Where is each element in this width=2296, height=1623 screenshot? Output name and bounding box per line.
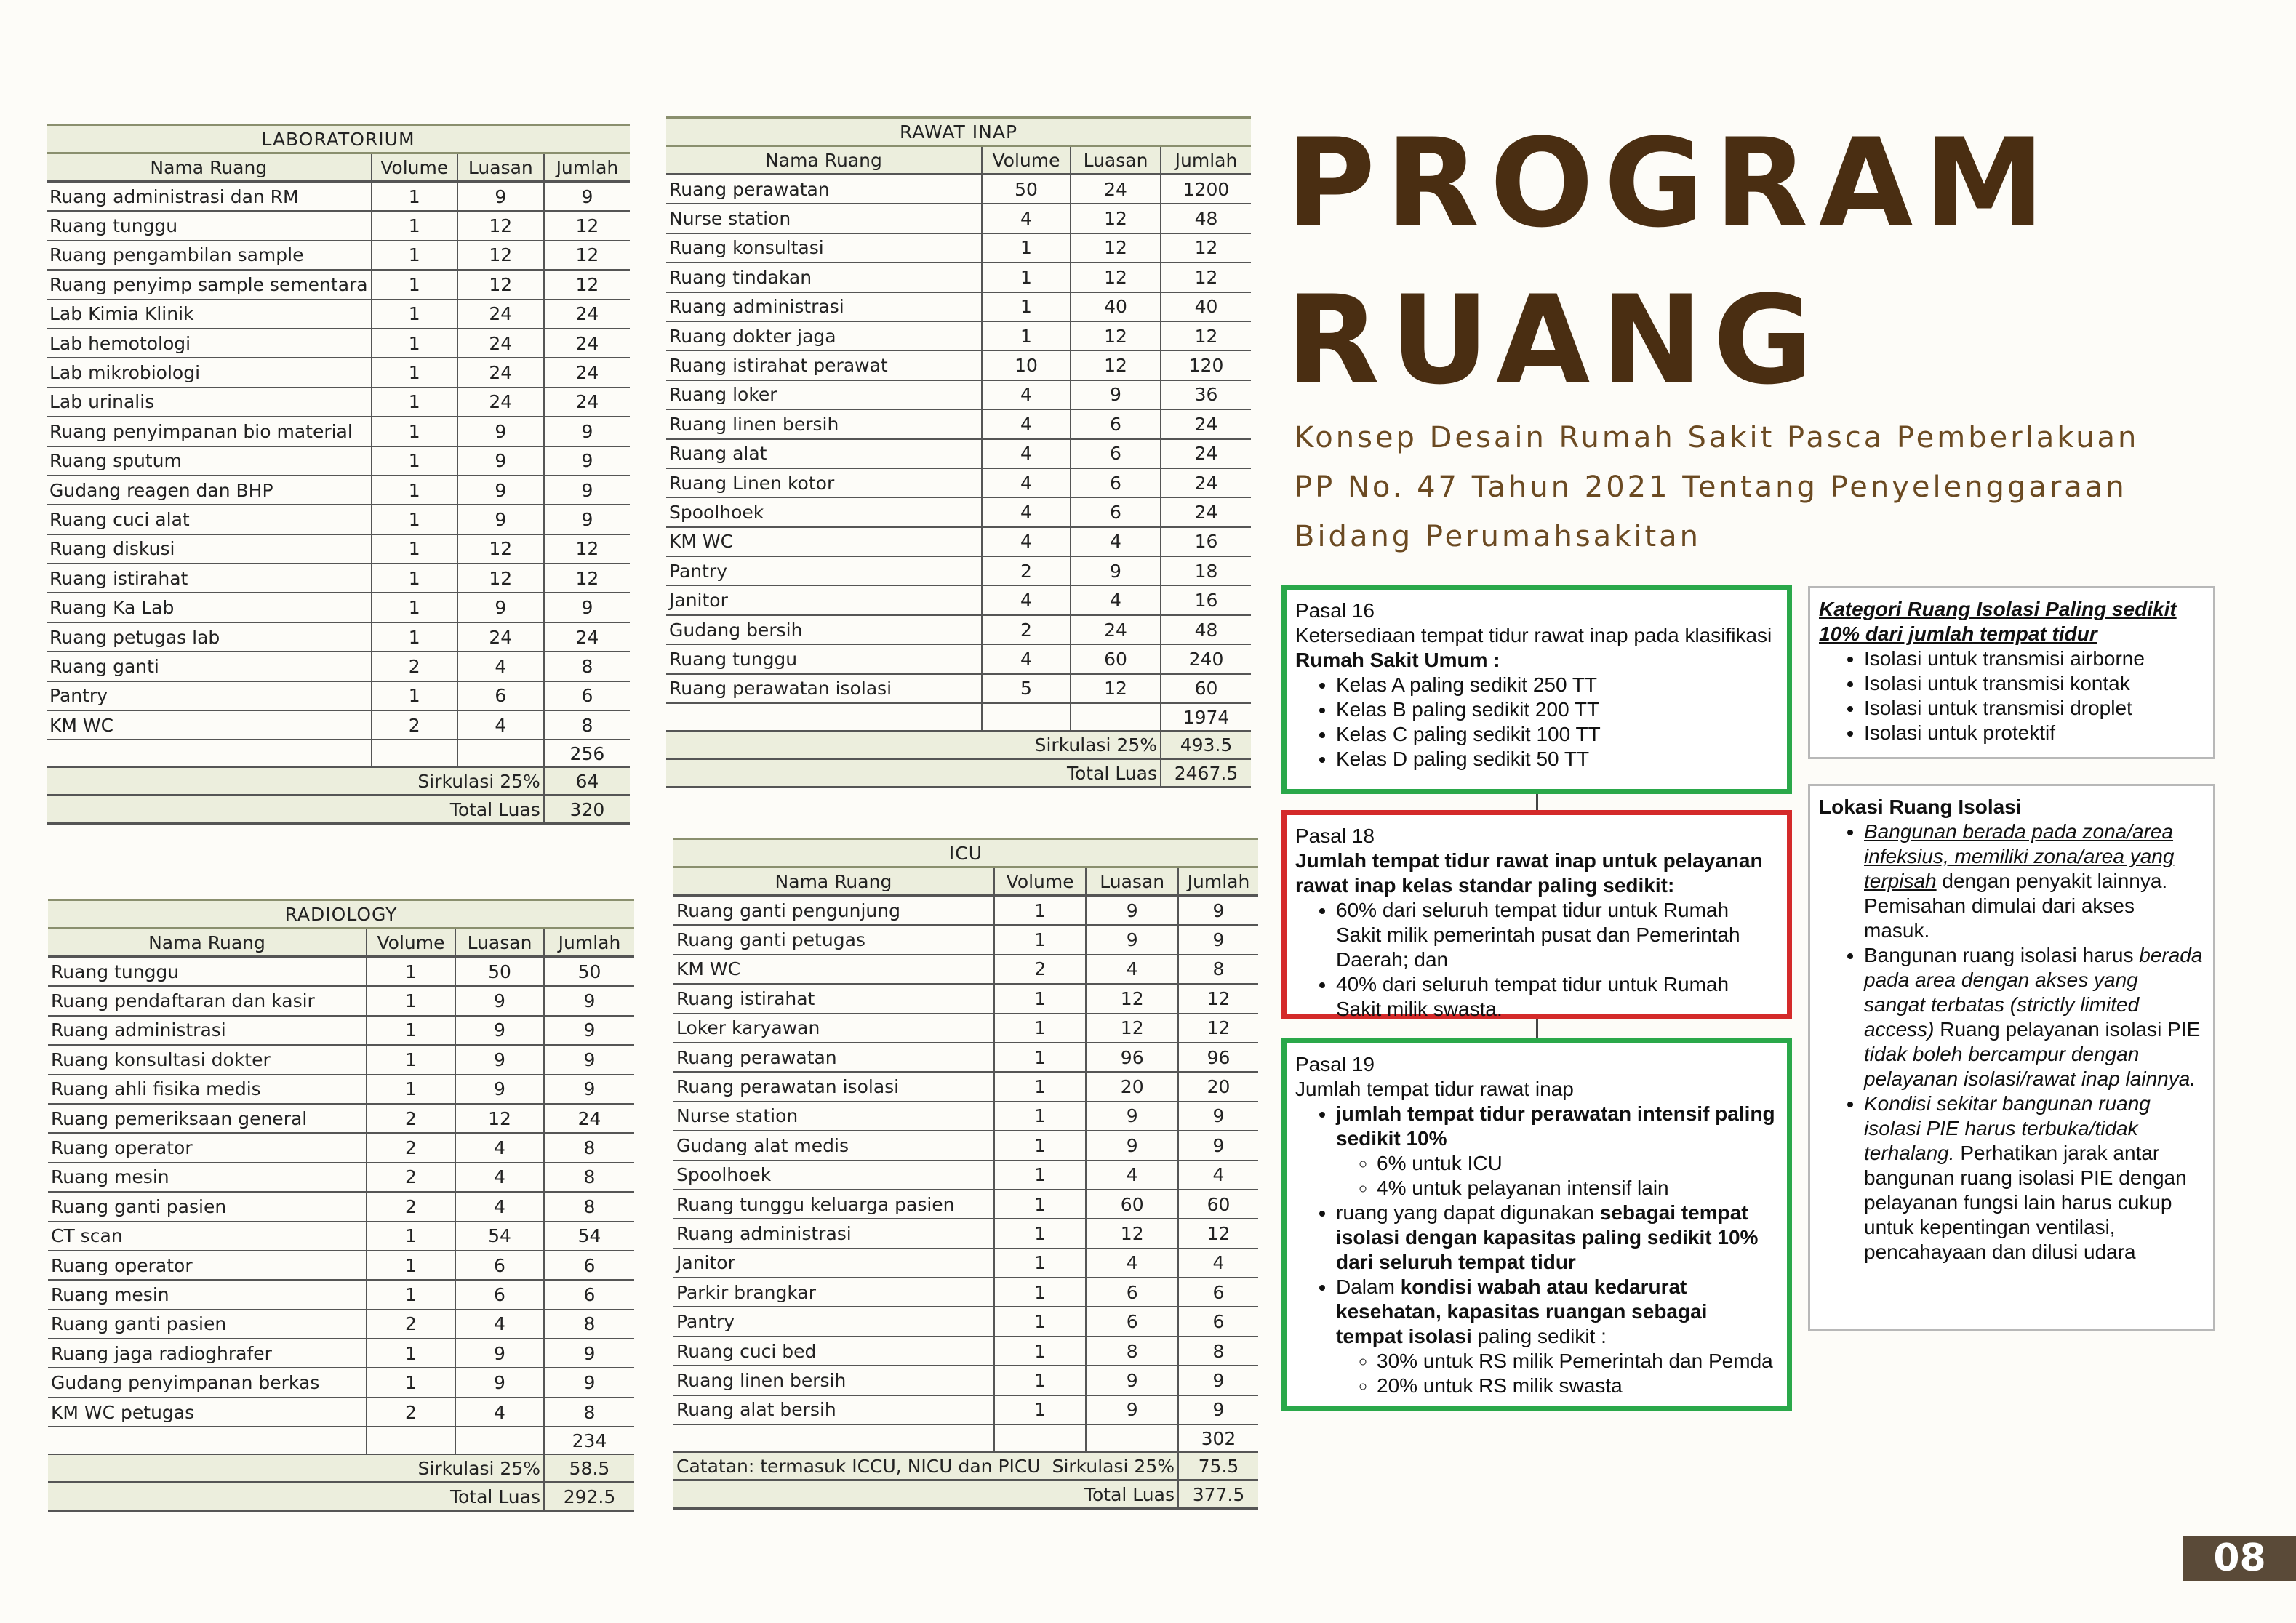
column-headers: Nama Ruang Volume Luasan Jumlah: [48, 929, 634, 957]
table-row: KM WC 4 4 16: [666, 527, 1251, 556]
table-row: Ruang cuci bed 1 8 8: [673, 1337, 1258, 1366]
table-row: Ruang istirahat 1 12 12: [673, 984, 1258, 1013]
table-row: Ruang ganti pengunjung 1 9 9: [673, 896, 1258, 926]
sirkulasi-row: Sirkulasi 25% 58.5: [48, 1454, 634, 1483]
subtotal-row: 256: [47, 740, 630, 767]
table-row: KM WC petugas 2 4 8: [48, 1398, 634, 1427]
table-row: Lab mikrobiologi 1 24 24: [47, 358, 630, 387]
table-row: Ruang pendaftaran dan kasir 1 9 9: [48, 986, 634, 1015]
table-row: Ruang perawatan isolasi 1 20 20: [673, 1072, 1258, 1101]
subtotal-row: 302: [673, 1424, 1258, 1452]
table-row: Ruang Ka Lab 1 9 9: [47, 593, 630, 622]
lokasi-list: • Bangunan berada pada zona/area infeksius, memiliki zona/area yang terpisah dengan penyakit lainnya. Pemisahan dimulai dari akses masuk. • Bangunan ruang isolasi harus berada pada area dengan akses yang sangat terbatas (strictly limited access) Ruang pelayanan isolasi PIE tidak boleh bercampur dengan pelayanan isolasi/rawat inap lainnya. • Kondisi sekitar bangunan ruang isolasi PIE harus terbuka/tidak terhalang. Perhatikan jarak antar bangunan ruang isolasi PIE dengan pelayanan fungsi lain harus cukup untuk kepentingan ventilasi, pencahayaan dan dilusi udara: [1819, 819, 2204, 1265]
table-row: Lab hemotologi 1 24 24: [47, 329, 630, 358]
box-heading: Pasal 18: [1295, 825, 1375, 847]
table-row: Ruang operator 1 6 6: [48, 1251, 634, 1280]
table-row: Ruang jaga radioghrafer 1 9 9: [48, 1339, 634, 1368]
table-row: Ruang tunggu 1 50 50: [48, 957, 634, 987]
table-row: Ruang alat 4 6 24: [666, 439, 1251, 468]
table-row: Ruang operator 2 4 8: [48, 1133, 634, 1162]
sirkulasi-row: Catatan: termasuk ICCU, NICU dan PICU Sirkulasi 25% 75.5: [673, 1452, 1258, 1480]
table-row: Ruang administrasi 1 9 9: [48, 1016, 634, 1045]
table-row: Ruang tunggu 1 12 12: [47, 211, 630, 240]
table-row: Ruang ganti 2 4 8: [47, 652, 630, 681]
table-row: Ruang sputum 1 9 9: [47, 446, 630, 476]
lokasi-isolasi-box: [1808, 784, 2215, 1331]
box-heading: Lokasi Ruang Isolasi: [1819, 796, 2022, 818]
table-row: Gudang bersih 2 24 48: [666, 615, 1251, 644]
table-row: Ruang administrasi dan RM 1 9 9: [47, 182, 630, 212]
table-row: Pantry 2 9 18: [666, 556, 1251, 585]
table-row: Janitor 1 4 4: [673, 1249, 1258, 1278]
sirkulasi-row: Sirkulasi 25% 493.5: [666, 731, 1251, 759]
table-row: Ruang diskusi 1 12 12: [47, 534, 630, 564]
column-headers: Nama Ruang Volume Luasan Jumlah: [47, 153, 630, 182]
page-subtitle: Konsep Desain Rumah Sakit Pasca Pemberlakuan PP No. 47 Tahun 2021 Tentang Penyelenggaraan Bidang Perumahsakitan: [1295, 421, 2140, 553]
pasal-18-box: Pasal 18 Jumlah tempat tidur rawat inap untuk pelayanan rawat inap kelas standar paling sedikit: • 60% dari seluruh tempat tidur untuk Rumah Sakit milik pemerintah pusat dan Pemerintah Daerah; dan • 40% dari seluruh tempat tidur untuk Rumah Sakit milik swasta.: [1281, 810, 1792, 1019]
table-row: Ruang istirahat perawat 10 12 120: [666, 350, 1251, 380]
icu-table: [673, 838, 1258, 1510]
table-row: Nurse station 1 9 9: [673, 1102, 1258, 1131]
table-row: Ruang ahli fisika medis 1 9 9: [48, 1075, 634, 1104]
table-row: Ruang pemeriksaan general 2 12 24: [48, 1104, 634, 1133]
table-row: Spoolhoek 4 6 24: [666, 497, 1251, 526]
table-row: Nurse station 4 12 48: [666, 204, 1251, 233]
page-title-line2: RUANG: [1286, 269, 1824, 412]
table-row: Spoolhoek 1 4 4: [673, 1161, 1258, 1190]
box-heading: Pasal 16: [1295, 599, 1375, 622]
table-row: Janitor 4 4 16: [666, 585, 1251, 614]
table-row: Ruang perawatan isolasi 5 12 60: [666, 674, 1251, 703]
laboratorium-table: [47, 124, 630, 825]
pasal-19-list: • jumlah tempat tidur perawatan intensif paling sedikit 10% ◦ 6% untuk ICU ◦ 4% untuk pelayanan intensif lain • ruang yang dapat digunakan sebagai tempat isolasi dengan kapasitas paling sedikit 10% dari seluruh tempat tidur • Dalam kondisi wabah atau kedarurat kesehatan, kapasitas ruangan sebagai tempat isolasi paling sedikit : ◦ 30% untuk RS milik Pemerintah dan Pemda ◦ 20% untuk RS milik swasta: [1295, 1102, 1778, 1398]
pasal-16-box: Pasal 16 Ketersediaan tempat tidur rawat inap pada klasifikasi Rumah Sakit Umum : • Kelas A paling sedikit 250 TT • Kelas B paling sedikit 200 TT • Kelas C paling sedikit 100 TT • Kelas D paling sedikit 50 TT: [1281, 585, 1792, 794]
sirkulasi-row: Sirkulasi 25% 64: [47, 767, 630, 796]
table-row: Pantry 1 6 6: [47, 681, 630, 710]
subtotal-row: 234: [48, 1427, 634, 1454]
total-row: Total Luas 2467.5: [666, 759, 1251, 788]
box-heading: Pasal 19: [1295, 1053, 1375, 1075]
table-row: Ruang loker 4 9 36: [666, 380, 1251, 409]
table-row: Ruang linen bersih 4 6 24: [666, 409, 1251, 438]
table-row: Gudang penyimpanan berkas 1 9 9: [48, 1368, 634, 1397]
table-row: Ruang tunggu 4 60 240: [666, 644, 1251, 673]
table-row: Ruang mesin 2 4 8: [48, 1163, 634, 1192]
table-row: Gudang alat medis 1 9 9: [673, 1131, 1258, 1160]
pasal-19-box: Pasal 19 Jumlah tempat tidur rawat inap • jumlah tempat tidur perawatan intensif paling sedikit 10% ◦ 6% untuk ICU ◦ 4% untuk pelayanan intensif lain • ruang yang dapat digunakan sebagai tempat isolasi dengan kapasitas paling sedikit 10% dari seluruh tempat tidur • Dalam kondisi wabah atau kedarurat kesehatan, kapasitas ruangan sebagai tempat isolasi paling sedikit : ◦ 30% untuk RS milik Pemerintah dan Pemda ◦ 20% untuk RS milik swasta: [1281, 1038, 1792, 1411]
total-row: Total Luas 377.5: [673, 1480, 1258, 1509]
table-row: Ruang administrasi 1 40 40: [666, 292, 1251, 321]
pasal-18-list: • 60% dari seluruh tempat tidur untuk Rumah Sakit milik pemerintah pusat dan Pemerintah Daerah; dan • 40% dari seluruh tempat tidur untuk Rumah Sakit milik swasta.: [1295, 898, 1778, 1022]
table-row: Ruang tunggu keluarga pasien 1 60 60: [673, 1190, 1258, 1219]
table-row: Ruang ganti pasien 2 4 8: [48, 1310, 634, 1339]
column-headers: Nama Ruang Volume Luasan Jumlah: [673, 867, 1258, 896]
page-title-line1: PROGRAM: [1286, 112, 2055, 255]
kategori-isolasi-box: [1808, 586, 2215, 759]
table-row: Ruang mesin 1 6 6: [48, 1280, 634, 1309]
table-row: Ruang tindakan 1 12 12: [666, 263, 1251, 292]
kategori-list: • Isolasi untuk transmisi airborne • Isolasi untuk transmisi kontak • Isolasi untuk transmisi droplet • Isolasi untuk protektif: [1819, 646, 2204, 745]
table-row: Lab Kimia Klinik 1 24 24: [47, 300, 630, 329]
table-row: Ruang penyimp sample sementara 1 12 12: [47, 270, 630, 299]
table-row: Ruang dokter jaga 1 12 12: [666, 321, 1251, 350]
radiology-table: [48, 899, 634, 1512]
table-row: Ruang Linen kotor 4 6 24: [666, 468, 1251, 497]
table-row: Ruang petugas lab 1 24 24: [47, 622, 630, 652]
table-row: Gudang reagen dan BHP 1 9 9: [47, 476, 630, 505]
total-row: Total Luas 292.5: [48, 1483, 634, 1511]
table-row: Ruang ganti pasien 2 4 8: [48, 1192, 634, 1221]
table-row: Ruang konsultasi dokter 1 9 9: [48, 1045, 634, 1074]
table-title: ICU: [673, 839, 1258, 867]
table-row: Ruang administrasi 1 12 12: [673, 1219, 1258, 1248]
column-headers: Nama Ruang Volume Luasan Jumlah: [666, 146, 1251, 175]
table-title: LABORATORIUM: [47, 125, 630, 153]
table-row: Ruang perawatan 1 96 96: [673, 1043, 1258, 1072]
table-row: CT scan 1 54 54: [48, 1222, 634, 1251]
table-row: Ruang pengambilan sample 1 12 12: [47, 241, 630, 270]
pasal-16-list: • Kelas A paling sedikit 250 TT • Kelas B paling sedikit 200 TT • Kelas C paling sedikit 100 TT • Kelas D paling sedikit 50 TT: [1295, 673, 1778, 772]
table-row: Ruang cuci alat 1 9 9: [47, 505, 630, 534]
table-row: KM WC 2 4 8: [47, 710, 630, 740]
table-row: Ruang linen bersih 1 9 9: [673, 1366, 1258, 1395]
table-row: Ruang penyimpanan bio material 1 9 9: [47, 417, 630, 446]
table-title: RAWAT INAP: [666, 118, 1251, 146]
table-row: Ruang perawatan 50 24 1200: [666, 175, 1251, 204]
page-number: 08: [2183, 1536, 2296, 1581]
table-row: KM WC 2 4 8: [673, 955, 1258, 984]
icu-note: Catatan: termasuk ICCU, NICU dan PICU: [676, 1455, 1041, 1477]
table-row: Loker karyawan 1 12 12: [673, 1014, 1258, 1043]
rawat-inap-table: [666, 116, 1251, 788]
table-row: Ruang istirahat 1 12 12: [47, 564, 630, 593]
subtotal-row: 1974: [666, 703, 1251, 731]
table-row: Ruang ganti petugas 1 9 9: [673, 925, 1258, 954]
table-row: Lab urinalis 1 24 24: [47, 388, 630, 417]
box-heading: Kategori Ruang Isolasi Paling sedikit 10% dari jumlah tempat tidur: [1819, 598, 2177, 645]
table-row: Ruang alat bersih 1 9 9: [673, 1395, 1258, 1424]
table-row: Ruang konsultasi 1 12 12: [666, 233, 1251, 263]
table-row: Pantry 1 6 6: [673, 1307, 1258, 1336]
table-title: RADIOLOGY: [48, 900, 634, 929]
total-row: Total Luas 320: [47, 796, 630, 824]
table-row: Parkir brangkar 1 6 6: [673, 1278, 1258, 1307]
